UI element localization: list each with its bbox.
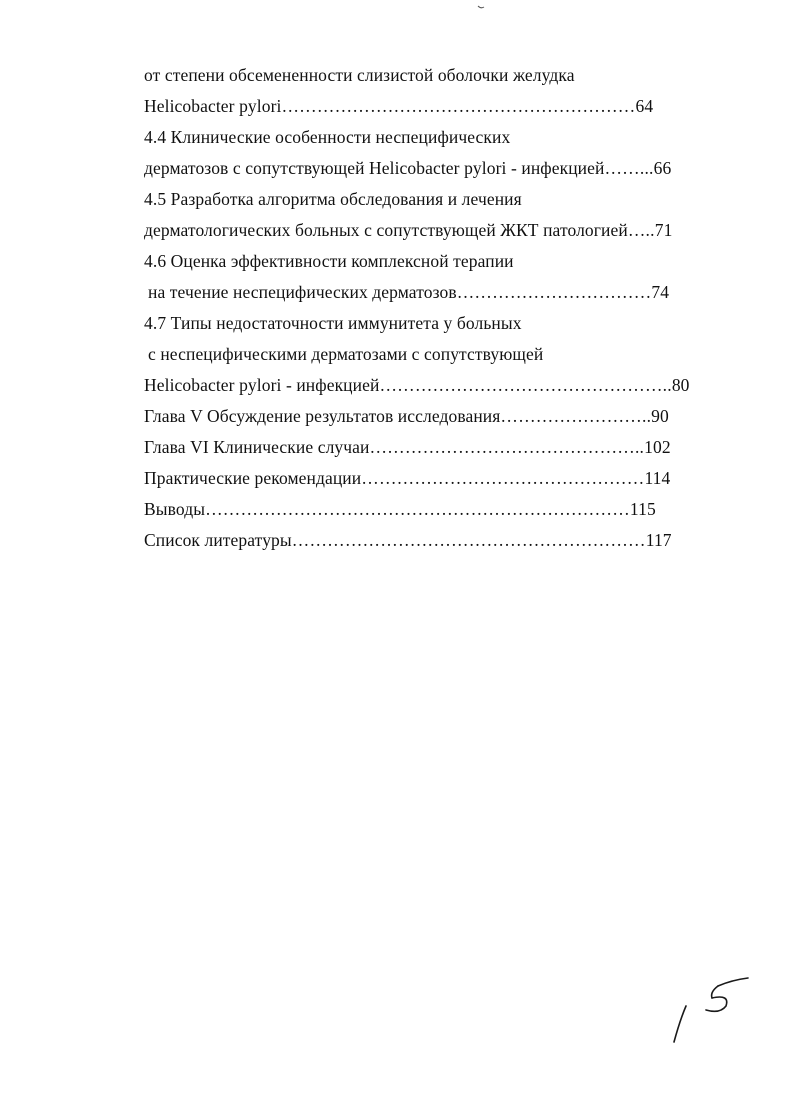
toc-line-11-page: 80 (671, 375, 690, 395)
toc-line-7 (144, 246, 714, 277)
scan-artifact-mark (477, 4, 485, 10)
toc-line-14-text: Практические рекомендации (144, 468, 362, 488)
toc-line-12-page: 90 (651, 406, 669, 426)
toc-line-12-leader: …………………….. (500, 406, 652, 426)
toc-line-10-text: с неспецифическими дерматозами с сопутствующей (148, 344, 544, 364)
toc-line-5-text: 4.5 Разработка алгоритма обследования и лечения (144, 189, 522, 209)
toc-line-12 (144, 401, 714, 432)
toc-line-15-page: 115 (629, 499, 656, 519)
toc-line-1 (144, 60, 714, 91)
toc-line-11-text: Helicobacter pylori - инфекцией (144, 375, 380, 395)
toc-line-13-page: 102 (644, 437, 671, 457)
toc-line-8-text: на течение неспецифических дерматозов (148, 282, 457, 302)
toc-line-2 (144, 91, 714, 122)
toc-line-3 (144, 122, 714, 153)
toc-line-9 (144, 308, 714, 339)
toc-line-4-text: дерматозов с сопутствующей Helicobacter pylori - инфекцией (144, 158, 605, 178)
toc-line-8 (144, 277, 714, 308)
toc-line-14 (144, 463, 714, 494)
toc-line-6-leader: ….. (627, 220, 655, 240)
toc-line-14-page: 114 (644, 468, 671, 488)
toc-line-15-text: Выводы (144, 499, 206, 519)
toc-line-13-leader: ……………………………………….. (369, 437, 645, 457)
toc-line-1-text: от степени обсемененности слизистой оболочки желудка (144, 65, 575, 85)
toc-line-16-page: 117 (645, 530, 672, 550)
toc-line-3-text: 4.4 Клинические особенности неспецифических (144, 127, 511, 147)
toc-line-2-page: 64 (635, 96, 654, 116)
toc-line-16-leader: …………………………………………………… (291, 530, 646, 550)
toc-line-10 (144, 339, 714, 370)
toc-line-16-text: Список литературы (144, 530, 292, 550)
toc-line-15-leader: ……………………………………………………………… (205, 499, 630, 519)
toc-line-2-leader: …………………………………………………… (281, 96, 636, 116)
toc-line-16 (144, 525, 714, 556)
toc-line-8-page: 74 (651, 282, 670, 302)
table-of-contents (144, 60, 714, 556)
toc-line-6-page: 71 (654, 220, 673, 240)
toc-line-4-page: 66 (653, 158, 672, 178)
toc-line-13 (144, 432, 714, 463)
toc-line-4 (144, 153, 714, 184)
toc-line-12-text: Глава V Обсуждение результатов исследования (144, 406, 501, 426)
toc-line-7-text: 4.6 Оценка эффективности комплексной терапии (144, 251, 514, 271)
toc-line-11 (144, 370, 714, 401)
toc-line-6 (144, 215, 714, 246)
toc-line-5 (144, 184, 714, 215)
toc-line-6-text: дерматологических больных с сопутствующей ЖКТ патологией (144, 220, 628, 240)
toc-line-14-leader: ………………………………………… (361, 468, 645, 488)
toc-line-15 (144, 494, 714, 525)
toc-line-11-leader: ………………………………………….. (379, 375, 672, 395)
toc-line-13-text: Глава VI Клинические случаи (144, 437, 370, 457)
handwritten-page-number (660, 970, 760, 1060)
toc-line-2-text: Helicobacter pylori (144, 96, 282, 116)
toc-line-8-leader: …………………………… (456, 282, 652, 302)
toc-line-4-leader: ……... (604, 158, 654, 178)
toc-line-9-text: 4.7 Типы недостаточности иммунитета у больных (144, 313, 522, 333)
